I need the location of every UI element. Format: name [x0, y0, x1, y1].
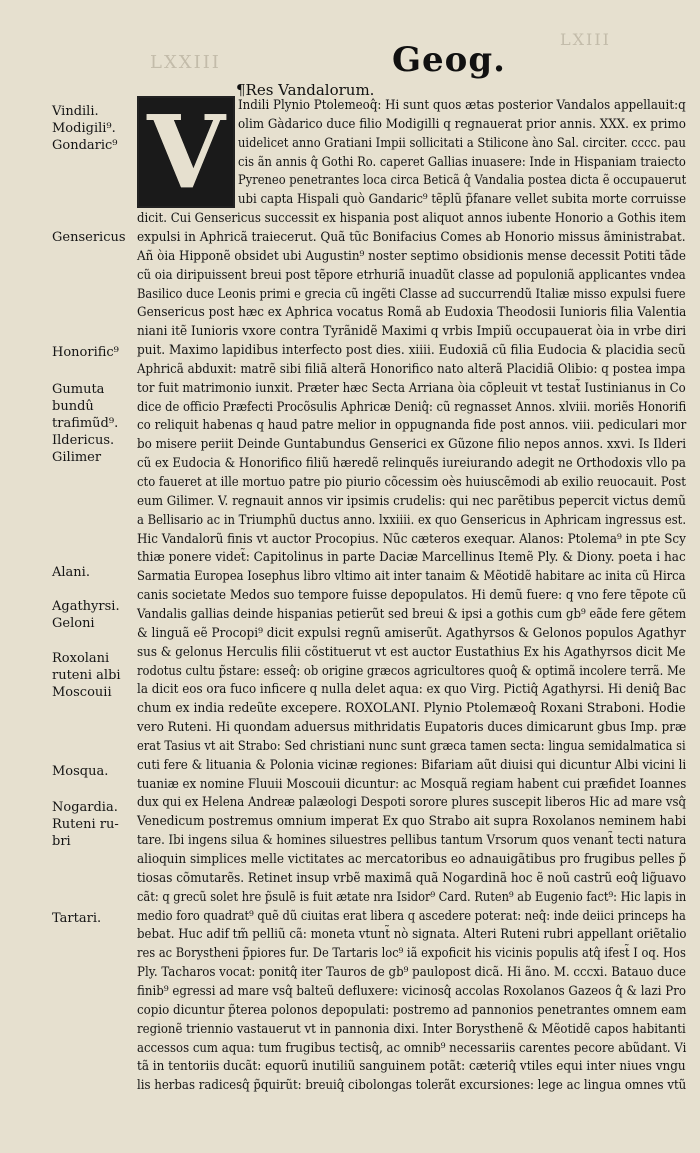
text-line: olim Gàdarico duce filio Modigilli q regnauerat prior annis. XXX. ex primo: [238, 116, 686, 132]
text-line: canis societate Medos suo tempore fuisse depopulatos. Hi demũ fuere: q vno fere tẽpote cũ: [137, 588, 687, 604]
margin-note: ruteni albi: [52, 668, 121, 683]
text-line: cũ oia diripuissent breui post tẽpore etrhuriã inuadũt classe ad populoniã applicantes vndea: [137, 267, 686, 283]
text-line: accessos cum aqua: tum frugibus tectisq̂, ac omnib⁹ necessariis carentes pecore abũdant. Vi: [137, 1040, 687, 1056]
text-line: tiosas cõmutarẽs. Retinet insup vrbẽ maximã quã Nogardinã hoc ẽ noũ castrũ eoq̂ lig̃uavo: [137, 870, 687, 886]
margin-note: Gensericus: [52, 230, 126, 245]
text-line: la dicit eos ora fuco inficere q nulla delet aqua: ex quo Virg. Pictiq̂ Agathyrsi. Hi deniq̂ Bac: [137, 682, 687, 698]
text-line: Ply. Tacharos vocat: ponitq̂ iter Tauros de gb⁹ paulopost dicã. Hi ãno. M. cccxi. Batauo duce: [137, 965, 686, 981]
margin-note: Gilimer: [52, 450, 102, 465]
text-line: res ac Borystheni p̃piores fur. De Tartaris loc⁹ iã expoficit his vicinis populis atq̂ ifest̃ I oq. Hos: [137, 946, 686, 962]
margin-note: Alani.: [52, 565, 90, 580]
text-line: erat Tasius vt ait Strabo: Sed christiani nunc sunt græca tamen secta: lingua semidalmatica si: [137, 738, 686, 754]
text-line: tã in tentoriis ducãt: equorũ inutiliũ sanguinem potãt: cæteriq̂ vtiles equi inter niues vngu: [137, 1059, 686, 1075]
margin-note: Moscouii: [52, 685, 112, 700]
text-line: thiæ ponere videt̃: Capitolinus in parte Daciæ Marcellinus Itemẽ Ply. & Diony. poeta i hac: [137, 550, 686, 566]
text-line: & linguã eẽ Procopi⁹ dicit expulsi regnũ amiserũt. Agathyrsos & Gelonos populos Agathyr: [137, 625, 686, 641]
margin-note: Agathyrsi.: [52, 599, 120, 614]
margin-note: Gondaric⁹: [52, 138, 118, 153]
text-line: co reliquit habenas q haud patre melior in oppugnanda fide post annos. viii. pediculari mor: [137, 418, 687, 434]
text-line: Venedicum postremus omnium imperat Ex quo Strabo ait supra Roxolanos neminem habi: [137, 814, 687, 830]
text-line: vero Ruteni. Hi quondam aduersus mithridatis Eupatoris duces dimicarunt gbus Imp. præ: [137, 720, 687, 736]
text-line: cuti fere & lituania & Polonia vicinæ regiones: Bifariam aũt diuisi qui dicuntur Albi vicini li: [137, 757, 687, 773]
text-line: tor fuit matrimonio iunxit. Præter hæc Secta Arriana òia cõpleuit vt testat̃ Iustinianus in Co: [137, 380, 686, 396]
margin-note: bri: [52, 834, 71, 849]
text-line: dicit. Cui Gensericus successit ex hispania post aliquot annos iubente Honorio a Gothis item: [137, 211, 687, 227]
margin-note: Roxolani: [52, 651, 110, 666]
margin-note: bundû: [52, 399, 94, 414]
text-line: cãt: q grecũ solet hre p̃sulẽ is fuit ætate nra Isidor⁹ Card. Ruten⁹ ab Eugenio fact⁹: Hic lapis in: [137, 889, 687, 905]
text-line: cis ãn annis q̂ Gothi Ro. caperet Gallias inuasere: Inde in Hispaniam traiecto: [238, 154, 686, 170]
text-line: cto faueret at ille mortuo patre pio piurio cõcessim oès huiuscẽmodi ab exilio reuocauit. Post: [137, 475, 686, 490]
text-line: eum Gilimer. V. regnauit annos vir ipsimis crudelis: qui nec parẽtibus pepercit victus demũ: [137, 493, 686, 509]
text-line: dux qui ex Helena Andreæ palæologi Despoti sorore plures suscepit liberos Hic ad mare vsq̂: [137, 795, 686, 811]
text-line: Gensericus post hæc ex Aphrica vocatus Romã ab Eudoxia Theodosii Iunioris filia Valentia: [137, 305, 687, 321]
bleed-through-text: LXXIII: [150, 52, 221, 73]
text-line: uidelicet anno Gratiani Impii sollicitati a Stilicone àno Sal. circiter. cccc. pau: [238, 135, 686, 151]
text-line: niani itẽ Iunioris vxore contra Tyrãnidẽ Maximi q vrbis Impiũ occupauerat òia in vrbe diri: [137, 324, 687, 340]
margin-note: Tartari.: [52, 911, 102, 926]
text-line: Aphricã abduxit: matrẽ sibi filiã alterã Honorifico nato alterã Placidiã Olibio: q postea impa: [137, 361, 686, 377]
text-line: rodotus cultu p̃stare: esseq̂: ob origine græcos agricultores quoq̂ & optimã incolere terrã. Me: [137, 663, 686, 679]
text-line: Indili Plynio Ptolemeoq̂: Hi sunt quos ætas posterior Vandalos appellauit:q: [238, 98, 686, 113]
text-line: cũ ex Eudocia & Honorifico filiũ hæredẽ relinquẽs iureiurando adegit ne Orthodoxis vllo pa: [137, 456, 686, 472]
text-line: alioquin simplices melle victitates ac mercatoribus eo adnauigãtibus pro frugibus pelles p̃: [137, 852, 687, 867]
text-line: puit. Maximo lapidibus interfecto post dies. xiiii. Eudoxiã cũ filia Eudocia & placidia secũ: [137, 343, 686, 359]
margin-note: Gumuta: [52, 382, 105, 397]
text-line: Basilico duce Leonis primi e grecia cũ ingẽti Classe ad succurrendũ Italiæ misso expulsi fuere: [137, 286, 686, 302]
text-line: sus & gelonus Herculis filii cõstituerut vt est auctor Eustathius Ex his Agathyrsos dicit Me: [137, 644, 686, 660]
text-line: Pyreneo penetrantes loca circa Beticã q̂ Vandalia postea dicta ẽ occupauerut: [238, 173, 687, 189]
text-line: finib⁹ egressi ad mare vsq̂ balteũ defluxere: vicinosq̂ accolas Roxolanos Gazeos q̂ & lazi Pro: [137, 983, 687, 999]
text-line: ubi capta Hispali quò Gandaric⁹ tẽplũ p̃fanare vellet subita morte corruisse: [238, 192, 687, 208]
margin-note: Ruteni ru-: [52, 817, 119, 832]
margin-note: Modigili⁹.: [52, 121, 116, 136]
margin-note: Nogardia.: [52, 800, 118, 815]
text-line: bebat. Huc adif tm̃ pelliũ cã: moneta vtunt̃ nò signata. Alteri Ruteni rubri appellant oriẽtalio: [137, 927, 687, 943]
text-line: Hic Vandalorũ finis vt auctor Procopius. Nũc cæteros exequar. Alanos: Ptolema⁹ in pte Scy: [137, 531, 686, 547]
margin-note: Geloni: [52, 616, 95, 631]
margin-note: Vindili.: [52, 104, 99, 119]
running-head: Geog.: [392, 40, 506, 80]
margin-note: Mosqua.: [52, 764, 109, 779]
decorated-initial: [137, 93, 235, 211]
text-line: copio dicuntur p̃terea polonos depopulati: postremo ad pannonios penetrantes omnem eam: [137, 1002, 687, 1018]
text-line: medio foro quadrat⁹ quẽ dũ ciuitas erat libera q ascedere poterat: neq̂: inde deiici princeps ha: [137, 908, 686, 924]
text-line: tuaniæ ex nomine Fluuii Moscouii dicuntur: ac Mosquã regiam habent cui præfidet Ioannes: [137, 776, 687, 792]
text-line: lis herbas radicesq̂ p̃quirũt: breuiq̂ cibolongas tolerãt excursiones: lege ac lingua omnes vtũ: [137, 1078, 687, 1094]
text-line: Sarmatia Europea Iosephus libro vltimo ait inter tanaim & Mẽotidẽ habitare ac inita cũ Hirca: [137, 569, 686, 585]
text-line: chum ex india redeũte excepere. ROXOLANI. Plynio Ptolemæoq̂ Roxani Straboni. Hodie: [137, 701, 686, 717]
paragraph-mark-icon: ¶: [236, 81, 246, 99]
text-line: bo misere periit Deinde Guntabundus Genserici ex Gũzone filio nepos annos. xxvi. Is Ilderi: [137, 437, 687, 453]
text-line: expulsi in Aphricã traiecerut. Quã tũc Bonifacius Comes ab Honorio missus ãministrabat.: [137, 229, 686, 245]
text-line: dice de officio Præfecti Procõsulis Aphricæ Deniq̂: cũ regnasset Annos. xlviii. moriẽs Honorifi: [137, 399, 687, 415]
initial-letter: V: [147, 93, 225, 211]
section-title-text: Res Vandalorum.: [245, 81, 375, 99]
text-line: Vandalis gallias deinde hispanias petierũt sed breui & ipsi a gothis cum gb⁹ eãde fere gẽtem: [137, 606, 687, 622]
bleed-through-text: LXIII: [560, 30, 611, 49]
margin-note: trafimũd⁹.: [52, 416, 119, 431]
text-line: tare. Ibi ingens silua & homines siluestres pellibus tantum Vrsorum quos venant̃ tecti natura: [137, 833, 687, 849]
text-line: regionẽ triennio vastauerut vt in pannonia dixi. Inter Borysthenẽ & Mẽotidẽ capos habitanti: [137, 1021, 686, 1037]
margin-note: Honorific⁹: [52, 345, 119, 360]
text-line: a Bellisario ac in Triumphũ ductus anno. lxxiiii. ex quo Gensericus in Aphricam ingressus est.: [137, 512, 687, 528]
text-line: Añ òia Hipponẽ obsidet ubi Augustin⁹ noster septimo obsidionis mense decessit Potiti tãde: [137, 248, 686, 264]
margin-note: Ildericus.: [52, 433, 115, 448]
